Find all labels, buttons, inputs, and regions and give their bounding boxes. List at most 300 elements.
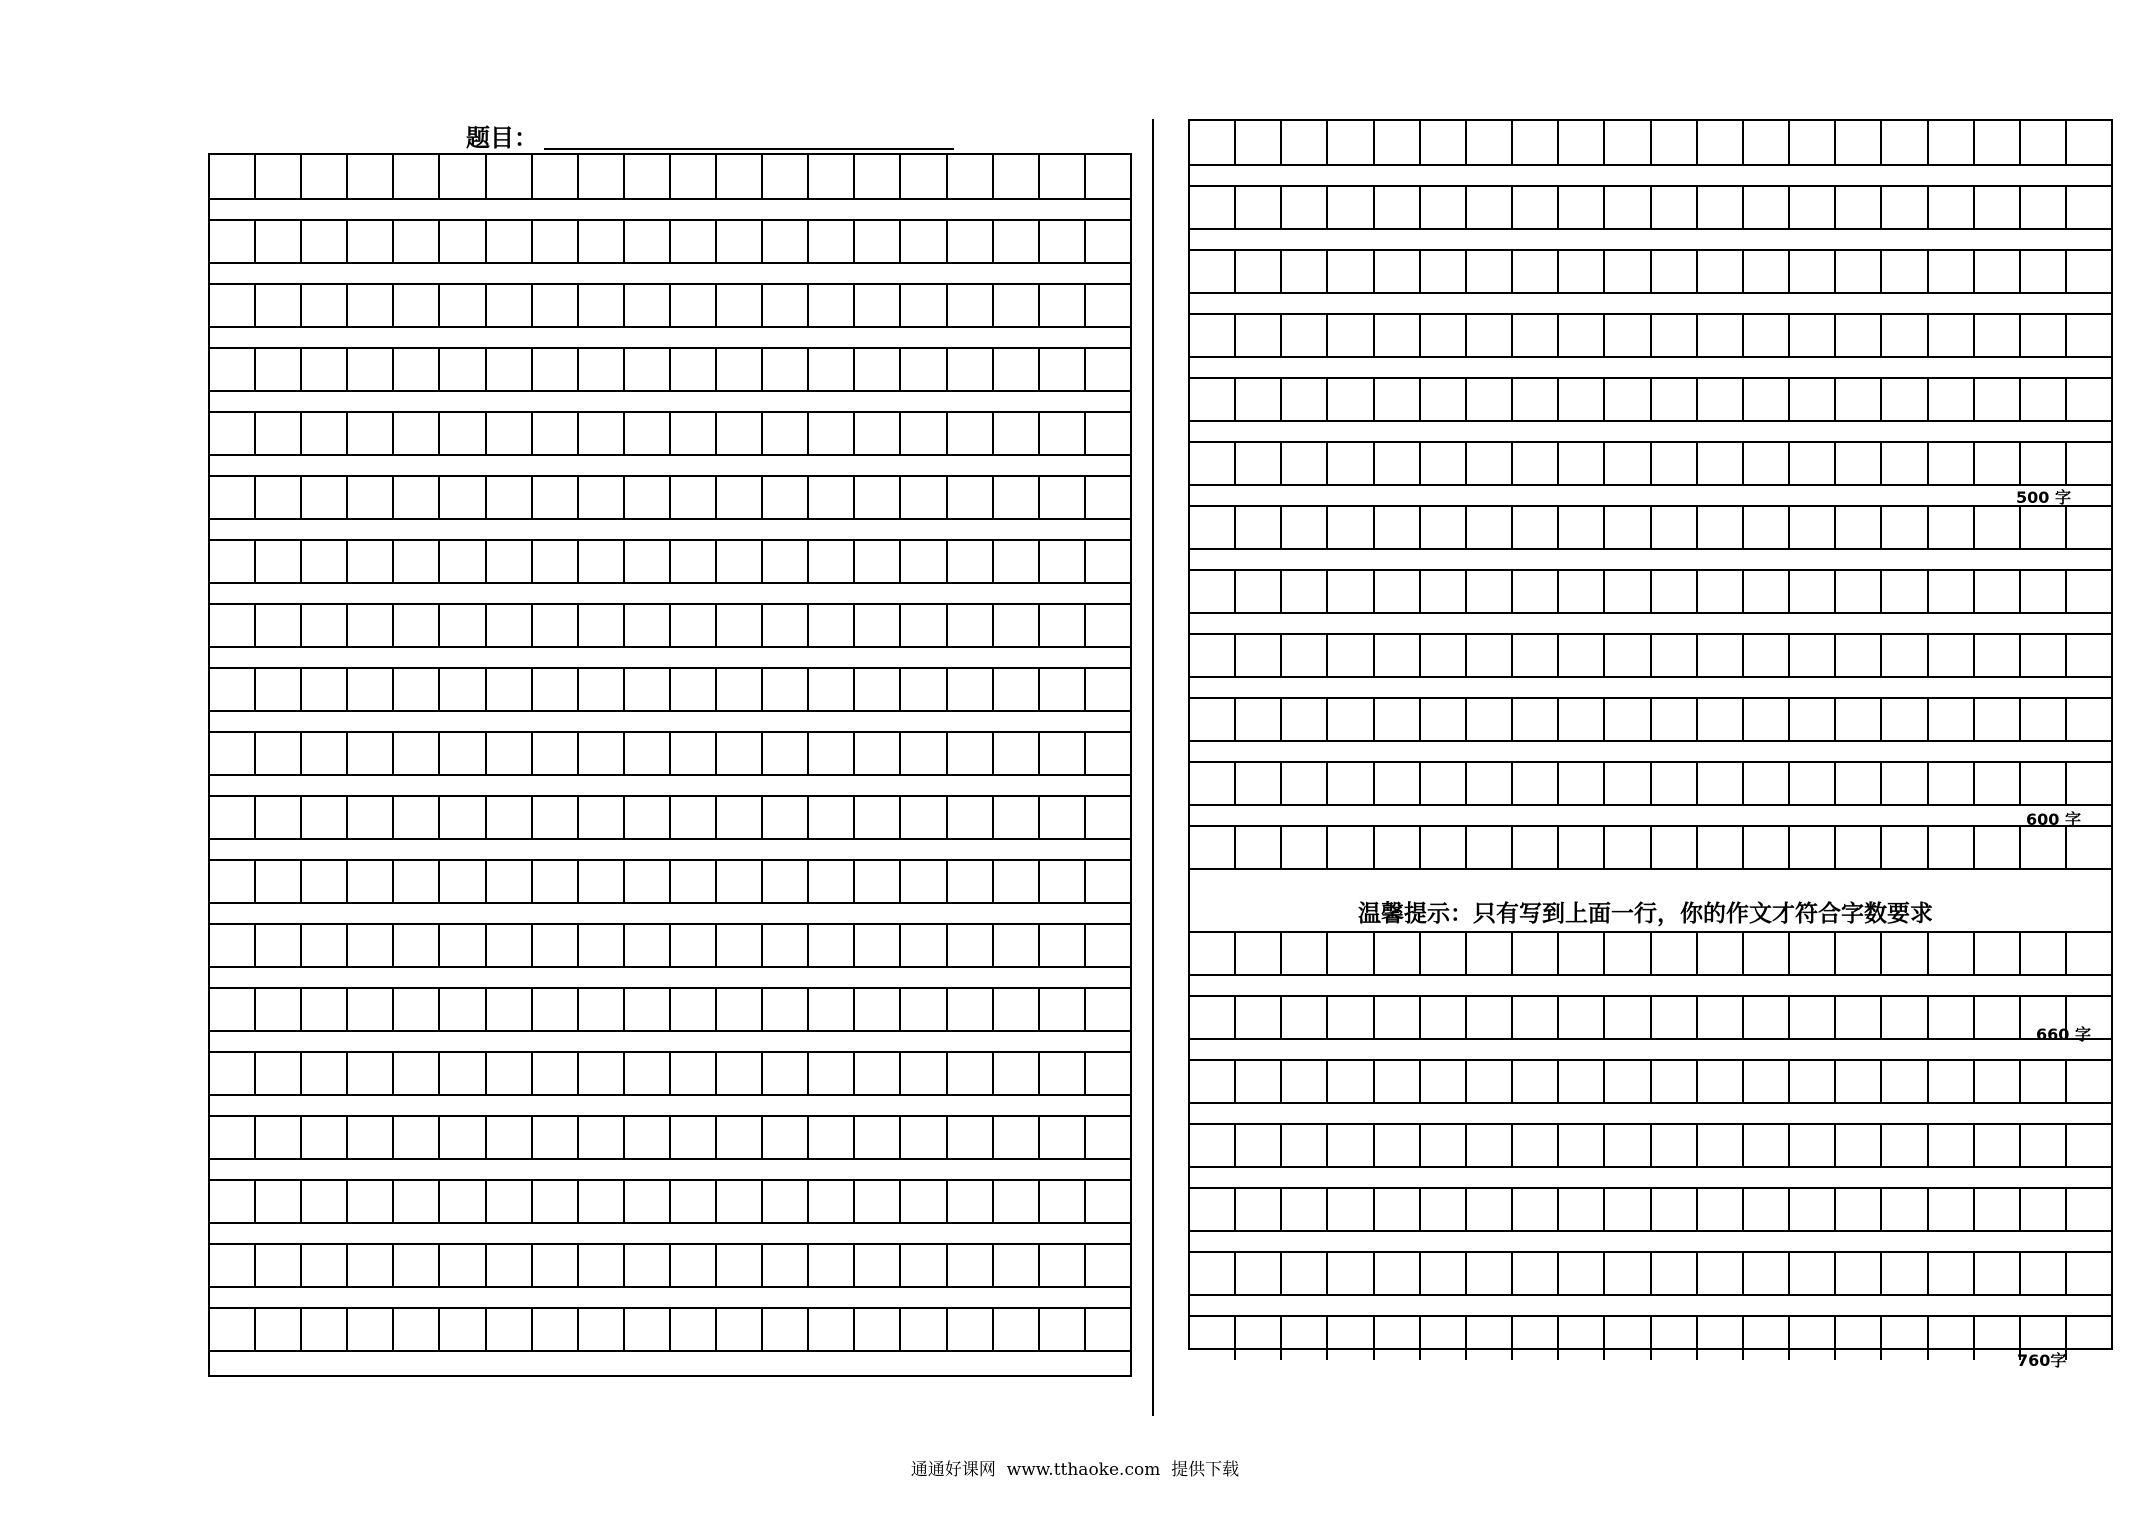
writing-cell[interactable] <box>1282 185 1328 230</box>
writing-cell[interactable] <box>302 475 348 520</box>
writing-cell[interactable] <box>1975 825 2021 870</box>
writing-cell[interactable] <box>1282 569 1328 614</box>
writing-cell[interactable] <box>717 987 763 1032</box>
writing-cell[interactable] <box>1559 1123 1605 1168</box>
writing-cell[interactable] <box>1190 1123 1236 1168</box>
writing-cell[interactable] <box>763 1051 809 1096</box>
writing-cell[interactable] <box>1744 1315 1790 1360</box>
writing-cell[interactable] <box>809 667 855 712</box>
writing-cell[interactable] <box>394 923 440 968</box>
writing-cell[interactable] <box>1605 761 1651 806</box>
writing-cell[interactable] <box>2021 1251 2067 1296</box>
writing-cell[interactable] <box>579 1179 625 1224</box>
writing-cell[interactable] <box>1236 761 1282 806</box>
writing-cell[interactable] <box>1790 313 1836 358</box>
writing-cell[interactable] <box>1513 569 1559 614</box>
writing-cell[interactable] <box>1467 121 1513 166</box>
writing-cell[interactable] <box>1744 825 1790 870</box>
writing-cell[interactable] <box>1605 377 1651 422</box>
writing-cell[interactable] <box>809 155 855 200</box>
writing-cell[interactable] <box>1744 313 1790 358</box>
writing-cell[interactable] <box>256 923 302 968</box>
writing-cell[interactable] <box>2067 633 2111 678</box>
writing-cell[interactable] <box>2021 377 2067 422</box>
writing-cell[interactable] <box>1190 505 1236 550</box>
writing-cell[interactable] <box>579 731 625 776</box>
writing-cell[interactable] <box>1652 633 1698 678</box>
writing-cell[interactable] <box>1975 1059 2021 1104</box>
writing-cell[interactable] <box>1282 931 1328 976</box>
writing-cell[interactable] <box>1744 569 1790 614</box>
writing-cell[interactable] <box>901 795 947 840</box>
writing-cell[interactable] <box>625 923 671 968</box>
writing-cell[interactable] <box>1513 697 1559 742</box>
writing-cell[interactable] <box>763 539 809 584</box>
writing-cell[interactable] <box>487 603 533 648</box>
writing-cell[interactable] <box>210 603 256 648</box>
writing-cell[interactable] <box>1282 825 1328 870</box>
writing-cell[interactable] <box>487 219 533 264</box>
writing-cell[interactable] <box>855 731 901 776</box>
writing-cell[interactable] <box>1698 931 1744 976</box>
writing-cell[interactable] <box>901 667 947 712</box>
writing-cell[interactable] <box>1086 987 1130 1032</box>
writing-cell[interactable] <box>394 1051 440 1096</box>
writing-cell[interactable] <box>1467 1315 1513 1360</box>
writing-cell[interactable] <box>579 1115 625 1160</box>
writing-cell[interactable] <box>1790 1123 1836 1168</box>
writing-cell[interactable] <box>1467 569 1513 614</box>
footer-url[interactable]: www.tthaoke.com <box>1006 1460 1161 1480</box>
writing-cell[interactable] <box>1513 825 1559 870</box>
writing-cell[interactable] <box>1559 313 1605 358</box>
writing-cell[interactable] <box>1328 825 1374 870</box>
writing-cell[interactable] <box>394 347 440 392</box>
writing-cell[interactable] <box>1652 1123 1698 1168</box>
writing-cell[interactable] <box>1698 505 1744 550</box>
writing-cell[interactable] <box>579 155 625 200</box>
writing-cell[interactable] <box>1652 1251 1698 1296</box>
writing-cell[interactable] <box>210 923 256 968</box>
writing-cell[interactable] <box>440 283 486 328</box>
writing-cell[interactable] <box>625 987 671 1032</box>
writing-cell[interactable] <box>1421 1123 1467 1168</box>
writing-cell[interactable] <box>1513 633 1559 678</box>
writing-cell[interactable] <box>901 603 947 648</box>
writing-cell[interactable] <box>440 795 486 840</box>
writing-cell[interactable] <box>579 667 625 712</box>
writing-cell[interactable] <box>994 667 1040 712</box>
writing-cell[interactable] <box>2021 761 2067 806</box>
writing-cell[interactable] <box>302 347 348 392</box>
writing-cell[interactable] <box>210 667 256 712</box>
writing-cell[interactable] <box>1790 1251 1836 1296</box>
writing-cell[interactable] <box>256 1307 302 1352</box>
writing-cell[interactable] <box>1698 761 1744 806</box>
writing-cell[interactable] <box>671 475 717 520</box>
writing-cell[interactable] <box>948 987 994 1032</box>
writing-cell[interactable] <box>1652 569 1698 614</box>
writing-cell[interactable] <box>579 539 625 584</box>
writing-cell[interactable] <box>1328 441 1374 486</box>
writing-cell[interactable] <box>1467 825 1513 870</box>
writing-cell[interactable] <box>855 1179 901 1224</box>
writing-cell[interactable] <box>763 731 809 776</box>
writing-cell[interactable] <box>1040 987 1086 1032</box>
writing-cell[interactable] <box>1790 995 1836 1040</box>
writing-cell[interactable] <box>1040 219 1086 264</box>
writing-cell[interactable] <box>1836 1059 1882 1104</box>
writing-cell[interactable] <box>671 411 717 456</box>
writing-cell[interactable] <box>1190 825 1236 870</box>
writing-cell[interactable] <box>948 731 994 776</box>
writing-cell[interactable] <box>1086 1179 1130 1224</box>
writing-cell[interactable] <box>948 283 994 328</box>
writing-cell[interactable] <box>1836 931 1882 976</box>
writing-cell[interactable] <box>1513 1187 1559 1232</box>
writing-cell[interactable] <box>994 219 1040 264</box>
writing-cell[interactable] <box>625 1051 671 1096</box>
writing-cell[interactable] <box>763 155 809 200</box>
writing-cell[interactable] <box>533 731 579 776</box>
writing-cell[interactable] <box>210 155 256 200</box>
writing-cell[interactable] <box>1236 249 1282 294</box>
writing-cell[interactable] <box>1605 825 1651 870</box>
writing-cell[interactable] <box>671 1243 717 1288</box>
writing-cell[interactable] <box>1467 377 1513 422</box>
writing-cell[interactable] <box>1882 249 1928 294</box>
writing-cell[interactable] <box>1375 185 1421 230</box>
writing-cell[interactable] <box>1190 249 1236 294</box>
writing-cell[interactable] <box>487 475 533 520</box>
writing-cell[interactable] <box>763 987 809 1032</box>
writing-cell[interactable] <box>1790 761 1836 806</box>
writing-cell[interactable] <box>717 795 763 840</box>
writing-cell[interactable] <box>1513 441 1559 486</box>
writing-cell[interactable] <box>302 411 348 456</box>
writing-cell[interactable] <box>763 923 809 968</box>
writing-cell[interactable] <box>1328 1123 1374 1168</box>
writing-cell[interactable] <box>1929 761 1975 806</box>
writing-cell[interactable] <box>671 539 717 584</box>
writing-cell[interactable] <box>1698 121 1744 166</box>
writing-cell[interactable] <box>1744 761 1790 806</box>
writing-cell[interactable] <box>1421 249 1467 294</box>
writing-cell[interactable] <box>1328 121 1374 166</box>
writing-cell[interactable] <box>671 283 717 328</box>
writing-cell[interactable] <box>302 795 348 840</box>
writing-cell[interactable] <box>625 1115 671 1160</box>
writing-cell[interactable] <box>1467 1123 1513 1168</box>
writing-cell[interactable] <box>1421 995 1467 1040</box>
writing-cell[interactable] <box>533 155 579 200</box>
writing-cell[interactable] <box>994 1243 1040 1288</box>
writing-cell[interactable] <box>1467 931 1513 976</box>
writing-cell[interactable] <box>717 1243 763 1288</box>
writing-cell[interactable] <box>1605 1123 1651 1168</box>
writing-cell[interactable] <box>1698 825 1744 870</box>
writing-cell[interactable] <box>533 1179 579 1224</box>
writing-cell[interactable] <box>533 987 579 1032</box>
writing-cell[interactable] <box>1236 1059 1282 1104</box>
writing-cell[interactable] <box>1086 155 1130 200</box>
writing-cell[interactable] <box>1328 1251 1374 1296</box>
writing-cell[interactable] <box>1086 923 1130 968</box>
writing-cell[interactable] <box>1605 569 1651 614</box>
writing-cell[interactable] <box>1236 569 1282 614</box>
writing-cell[interactable] <box>1744 249 1790 294</box>
writing-cell[interactable] <box>256 667 302 712</box>
writing-cell[interactable] <box>1467 505 1513 550</box>
writing-cell[interactable] <box>994 283 1040 328</box>
writing-cell[interactable] <box>1040 859 1086 904</box>
writing-cell[interactable] <box>763 1179 809 1224</box>
writing-cell[interactable] <box>533 1115 579 1160</box>
writing-cell[interactable] <box>1975 1187 2021 1232</box>
writing-cell[interactable] <box>1975 249 2021 294</box>
writing-cell[interactable] <box>256 731 302 776</box>
writing-cell[interactable] <box>948 1243 994 1288</box>
writing-cell[interactable] <box>948 539 994 584</box>
writing-cell[interactable] <box>1375 249 1421 294</box>
writing-cell[interactable] <box>717 155 763 200</box>
writing-cell[interactable] <box>1236 1251 1282 1296</box>
writing-cell[interactable] <box>1421 121 1467 166</box>
writing-cell[interactable] <box>1698 185 1744 230</box>
writing-cell[interactable] <box>994 795 1040 840</box>
writing-cell[interactable] <box>2067 1059 2111 1104</box>
writing-cell[interactable] <box>1652 249 1698 294</box>
writing-cell[interactable] <box>2021 825 2067 870</box>
writing-cell[interactable] <box>256 1051 302 1096</box>
writing-cell[interactable] <box>1040 155 1086 200</box>
writing-cell[interactable] <box>1652 313 1698 358</box>
writing-cell[interactable] <box>763 859 809 904</box>
writing-cell[interactable] <box>948 923 994 968</box>
writing-cell[interactable] <box>394 795 440 840</box>
writing-cell[interactable] <box>671 1051 717 1096</box>
writing-cell[interactable] <box>1882 313 1928 358</box>
writing-cell[interactable] <box>1190 313 1236 358</box>
writing-cell[interactable] <box>1282 1315 1328 1360</box>
writing-cell[interactable] <box>2067 1315 2111 1360</box>
writing-cell[interactable] <box>855 411 901 456</box>
writing-cell[interactable] <box>1040 411 1086 456</box>
writing-cell[interactable] <box>809 795 855 840</box>
writing-cell[interactable] <box>440 219 486 264</box>
writing-cell[interactable] <box>1929 121 1975 166</box>
writing-cell[interactable] <box>1190 633 1236 678</box>
writing-cell[interactable] <box>1040 795 1086 840</box>
writing-cell[interactable] <box>2021 441 2067 486</box>
writing-cell[interactable] <box>440 987 486 1032</box>
writing-cell[interactable] <box>1836 697 1882 742</box>
writing-cell[interactable] <box>1744 1187 1790 1232</box>
writing-cell[interactable] <box>440 475 486 520</box>
writing-cell[interactable] <box>625 1307 671 1352</box>
writing-cell[interactable] <box>1375 931 1421 976</box>
writing-cell[interactable] <box>579 1307 625 1352</box>
writing-cell[interactable] <box>1882 1315 1928 1360</box>
writing-cell[interactable] <box>1513 761 1559 806</box>
writing-cell[interactable] <box>487 539 533 584</box>
writing-cell[interactable] <box>1975 377 2021 422</box>
writing-cell[interactable] <box>1836 1123 1882 1168</box>
writing-cell[interactable] <box>1929 249 1975 294</box>
writing-cell[interactable] <box>717 923 763 968</box>
writing-cell[interactable] <box>1467 1059 1513 1104</box>
writing-cell[interactable] <box>487 731 533 776</box>
writing-cell[interactable] <box>901 1243 947 1288</box>
writing-cell[interactable] <box>1652 825 1698 870</box>
writing-cell[interactable] <box>1086 1115 1130 1160</box>
writing-cell[interactable] <box>1744 441 1790 486</box>
writing-cell[interactable] <box>763 667 809 712</box>
writing-cell[interactable] <box>1282 995 1328 1040</box>
writing-cell[interactable] <box>1698 633 1744 678</box>
writing-cell[interactable] <box>948 1115 994 1160</box>
writing-cell[interactable] <box>1605 505 1651 550</box>
writing-cell[interactable] <box>1421 569 1467 614</box>
writing-cell[interactable] <box>394 1115 440 1160</box>
writing-cell[interactable] <box>1559 697 1605 742</box>
writing-cell[interactable] <box>1421 761 1467 806</box>
writing-cell[interactable] <box>855 923 901 968</box>
writing-cell[interactable] <box>948 1179 994 1224</box>
writing-cell[interactable] <box>1282 1251 1328 1296</box>
writing-cell[interactable] <box>394 539 440 584</box>
writing-cell[interactable] <box>1282 249 1328 294</box>
writing-cell[interactable] <box>210 859 256 904</box>
writing-cell[interactable] <box>948 1051 994 1096</box>
writing-cell[interactable] <box>1421 1251 1467 1296</box>
writing-cell[interactable] <box>1375 1187 1421 1232</box>
writing-cell[interactable] <box>994 1051 1040 1096</box>
writing-cell[interactable] <box>855 667 901 712</box>
writing-cell[interactable] <box>763 411 809 456</box>
writing-cell[interactable] <box>809 539 855 584</box>
writing-cell[interactable] <box>1744 121 1790 166</box>
writing-cell[interactable] <box>487 1179 533 1224</box>
writing-cell[interactable] <box>809 475 855 520</box>
writing-cell[interactable] <box>348 987 394 1032</box>
writing-cell[interactable] <box>1975 313 2021 358</box>
writing-cell[interactable] <box>1698 441 1744 486</box>
essay-title-blank-line[interactable] <box>544 148 954 150</box>
writing-cell[interactable] <box>1040 1115 1086 1160</box>
writing-cell[interactable] <box>994 1179 1040 1224</box>
writing-cell[interactable] <box>948 155 994 200</box>
writing-cell[interactable] <box>855 1243 901 1288</box>
writing-cell[interactable] <box>1882 633 1928 678</box>
writing-cell[interactable] <box>2067 931 2111 976</box>
writing-cell[interactable] <box>1975 441 2021 486</box>
writing-cell[interactable] <box>1836 1187 1882 1232</box>
writing-cell[interactable] <box>1605 1315 1651 1360</box>
writing-cell[interactable] <box>1040 1307 1086 1352</box>
writing-cell[interactable] <box>2067 121 2111 166</box>
writing-cell[interactable] <box>901 475 947 520</box>
writing-cell[interactable] <box>717 219 763 264</box>
writing-cell[interactable] <box>1282 441 1328 486</box>
writing-cell[interactable] <box>1236 931 1282 976</box>
writing-cell[interactable] <box>348 1115 394 1160</box>
writing-cell[interactable] <box>210 283 256 328</box>
writing-cell[interactable] <box>487 1051 533 1096</box>
writing-cell[interactable] <box>717 1307 763 1352</box>
writing-cell[interactable] <box>440 1051 486 1096</box>
writing-cell[interactable] <box>302 1115 348 1160</box>
writing-cell[interactable] <box>1929 569 1975 614</box>
writing-cell[interactable] <box>1652 505 1698 550</box>
writing-cell[interactable] <box>348 795 394 840</box>
writing-cell[interactable] <box>1086 283 1130 328</box>
writing-cell[interactable] <box>440 667 486 712</box>
writing-cell[interactable] <box>210 475 256 520</box>
writing-cell[interactable] <box>1698 1187 1744 1232</box>
writing-cell[interactable] <box>256 1243 302 1288</box>
writing-cell[interactable] <box>579 603 625 648</box>
writing-cell[interactable] <box>2067 1251 2111 1296</box>
writing-cell[interactable] <box>1467 313 1513 358</box>
writing-cell[interactable] <box>1929 995 1975 1040</box>
writing-cell[interactable] <box>1790 931 1836 976</box>
writing-cell[interactable] <box>1605 441 1651 486</box>
writing-cell[interactable] <box>1467 1251 1513 1296</box>
writing-cell[interactable] <box>948 475 994 520</box>
writing-cell[interactable] <box>948 1307 994 1352</box>
writing-cell[interactable] <box>302 283 348 328</box>
writing-cell[interactable] <box>901 347 947 392</box>
writing-cell[interactable] <box>1836 505 1882 550</box>
writing-cell[interactable] <box>1559 377 1605 422</box>
writing-cell[interactable] <box>1513 1315 1559 1360</box>
writing-cell[interactable] <box>1467 995 1513 1040</box>
writing-cell[interactable] <box>2067 761 2111 806</box>
writing-cell[interactable] <box>1744 697 1790 742</box>
writing-cell[interactable] <box>1375 633 1421 678</box>
writing-cell[interactable] <box>394 155 440 200</box>
writing-cell[interactable] <box>1040 539 1086 584</box>
writing-cell[interactable] <box>1790 121 1836 166</box>
writing-cell[interactable] <box>1929 633 1975 678</box>
writing-cell[interactable] <box>901 283 947 328</box>
writing-cell[interactable] <box>1421 505 1467 550</box>
writing-cell[interactable] <box>1190 761 1236 806</box>
writing-cell[interactable] <box>901 859 947 904</box>
writing-cell[interactable] <box>994 1307 1040 1352</box>
writing-cell[interactable] <box>302 1179 348 1224</box>
writing-cell[interactable] <box>1790 377 1836 422</box>
writing-cell[interactable] <box>1421 377 1467 422</box>
writing-cell[interactable] <box>348 347 394 392</box>
writing-cell[interactable] <box>348 283 394 328</box>
writing-cell[interactable] <box>440 539 486 584</box>
writing-cell[interactable] <box>533 923 579 968</box>
writing-cell[interactable] <box>1467 185 1513 230</box>
writing-cell[interactable] <box>671 731 717 776</box>
writing-cell[interactable] <box>1040 731 1086 776</box>
writing-cell[interactable] <box>440 603 486 648</box>
writing-cell[interactable] <box>1744 931 1790 976</box>
writing-cell[interactable] <box>717 1115 763 1160</box>
writing-cell[interactable] <box>1836 377 1882 422</box>
writing-cell[interactable] <box>1559 1187 1605 1232</box>
writing-cell[interactable] <box>1236 633 1282 678</box>
writing-cell[interactable] <box>1836 995 1882 1040</box>
writing-cell[interactable] <box>1652 995 1698 1040</box>
writing-cell[interactable] <box>717 411 763 456</box>
